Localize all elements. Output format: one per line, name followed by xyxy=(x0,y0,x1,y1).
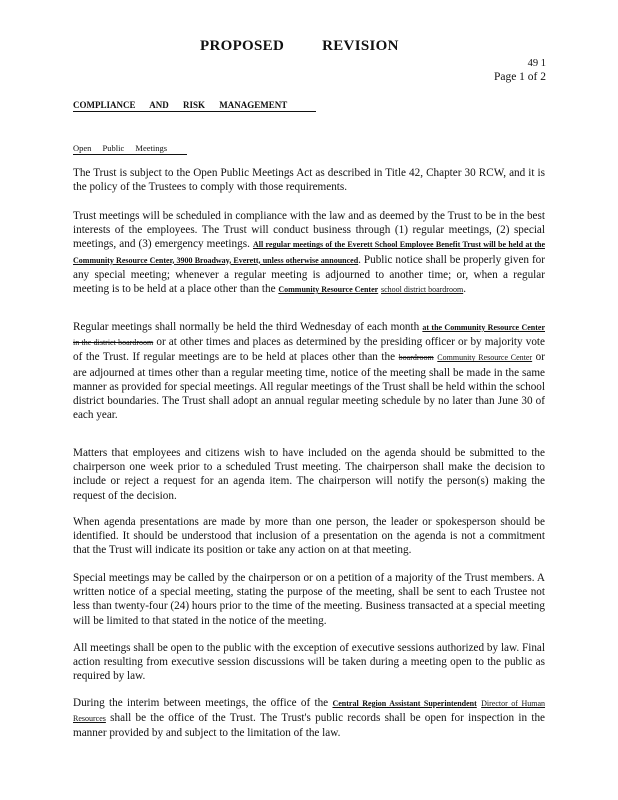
inserted-text: at the Community Resource Center xyxy=(422,323,545,332)
deleted-text: in the district boardroom xyxy=(73,338,154,348)
inserted-text: All regular meetings of the Everett School Employee Benefit Trust will be held at the Community Resource Center, 3900 Broadway, Everett, unless otherwise announced xyxy=(73,240,545,265)
policy-title: Open Public Meetings xyxy=(73,143,187,155)
inserted-text: Community Resource Center xyxy=(437,353,533,363)
paragraph-1: The Trust is subject to the Open Public Meetings Act as described in Title 42, Chapter 30 RCW, and it is the policy of the Trustees to comply with those requirements. xyxy=(73,167,545,194)
paragraph-8-text-a: During the interim between meetings, the office of the xyxy=(73,697,329,709)
paragraph-2-text-d: . xyxy=(463,283,466,296)
paragraph-7: All meetings shall be open to the public with the exception of executive sessions authorized by law. Final action resulting from executive session discussions will be taken during a meeting open to the public as required by law. xyxy=(73,642,545,683)
page-number: Page 1 of 2 xyxy=(493,71,546,83)
paragraph-3-text-c: or are adjourned at times other than a regular meeting time, notice of the meeting shall be made in the same manner as provided for special meetings. All regular meetings of the Trust shall be held within the school district boundaries. The Trust shall adopt an annual regular meeting schedule by no later than June 30 of each year. xyxy=(73,351,545,422)
inserted-text: Central Region Assistant Superintendent xyxy=(332,699,477,708)
paragraph-3 xyxy=(73,320,545,422)
paragraph-4: Matters that employees and citizens wish to have included on the agenda should be submitted to the chairperson one week prior to a scheduled Trust meeting. The chairperson shall make the decision to include or reject a request for an agenda item. The chairperson will notify the person(s) making the request of the decision. xyxy=(73,447,545,502)
paragraph-8 xyxy=(73,696,545,741)
paragraph-5: When agenda presentations are made by more than one person, the leader or spokesperson should be identified. It should be understood that inclusion of a presentation on the agenda is not a commitment that the Trust will indicate its position or take any action on at that meeting. xyxy=(73,516,545,557)
deleted-text: boardroom xyxy=(398,353,434,363)
inserted-text: Director of Human Resources xyxy=(73,699,546,724)
section-heading: COMPLIANCE AND RISK MANAGEMENT xyxy=(73,100,316,112)
paragraph-3-text-b: or at other times and places as determined by the presiding officer or by majority vote of the Trust. If regular meetings are to be held at places other than the xyxy=(73,336,545,364)
document-title: PROPOSED REVISION xyxy=(200,38,399,54)
paragraph-6: Special meetings may be called by the chairperson or on a petition of a majority of the Trust members. A written notice of a special meeting, stating the purpose of the meeting, shall be sent to each Trustee not less than twenty-four (24) hours prior to the time of the meeting. Business transacted at a special meeting will be limited to that stated in the notice of the meeting. xyxy=(73,572,545,627)
paragraph-8-text-b: shall be the office of the Trust. The Trust's public records shall be open for inspection in the manner provided by and subject to the limitation of the law. xyxy=(73,712,545,740)
paragraph-2-text-a: Trust meetings will be scheduled in compliance with the law and as deemed by the Trust to be in the best interests of the employees. The Trust will conduct business through (1) regular meetings, (2) special meetings, and (3) emergency meetings. xyxy=(73,210,545,251)
paragraph-2 xyxy=(73,209,545,297)
replaced-text: school district boardroom xyxy=(380,285,464,295)
paragraph-3-text-a: Regular meetings shall normally be held the third Wednesday of each month xyxy=(73,321,420,333)
policy-number: 49 1 xyxy=(527,58,546,69)
inserted-text: Community Resource Center xyxy=(278,285,379,295)
paragraph-2-text-b: . Public notice shall be properly given for any special meeting; whenever a regular meeting is adjourned to another time; or, when a regular meeting is to be held at a place other than the xyxy=(73,253,545,296)
